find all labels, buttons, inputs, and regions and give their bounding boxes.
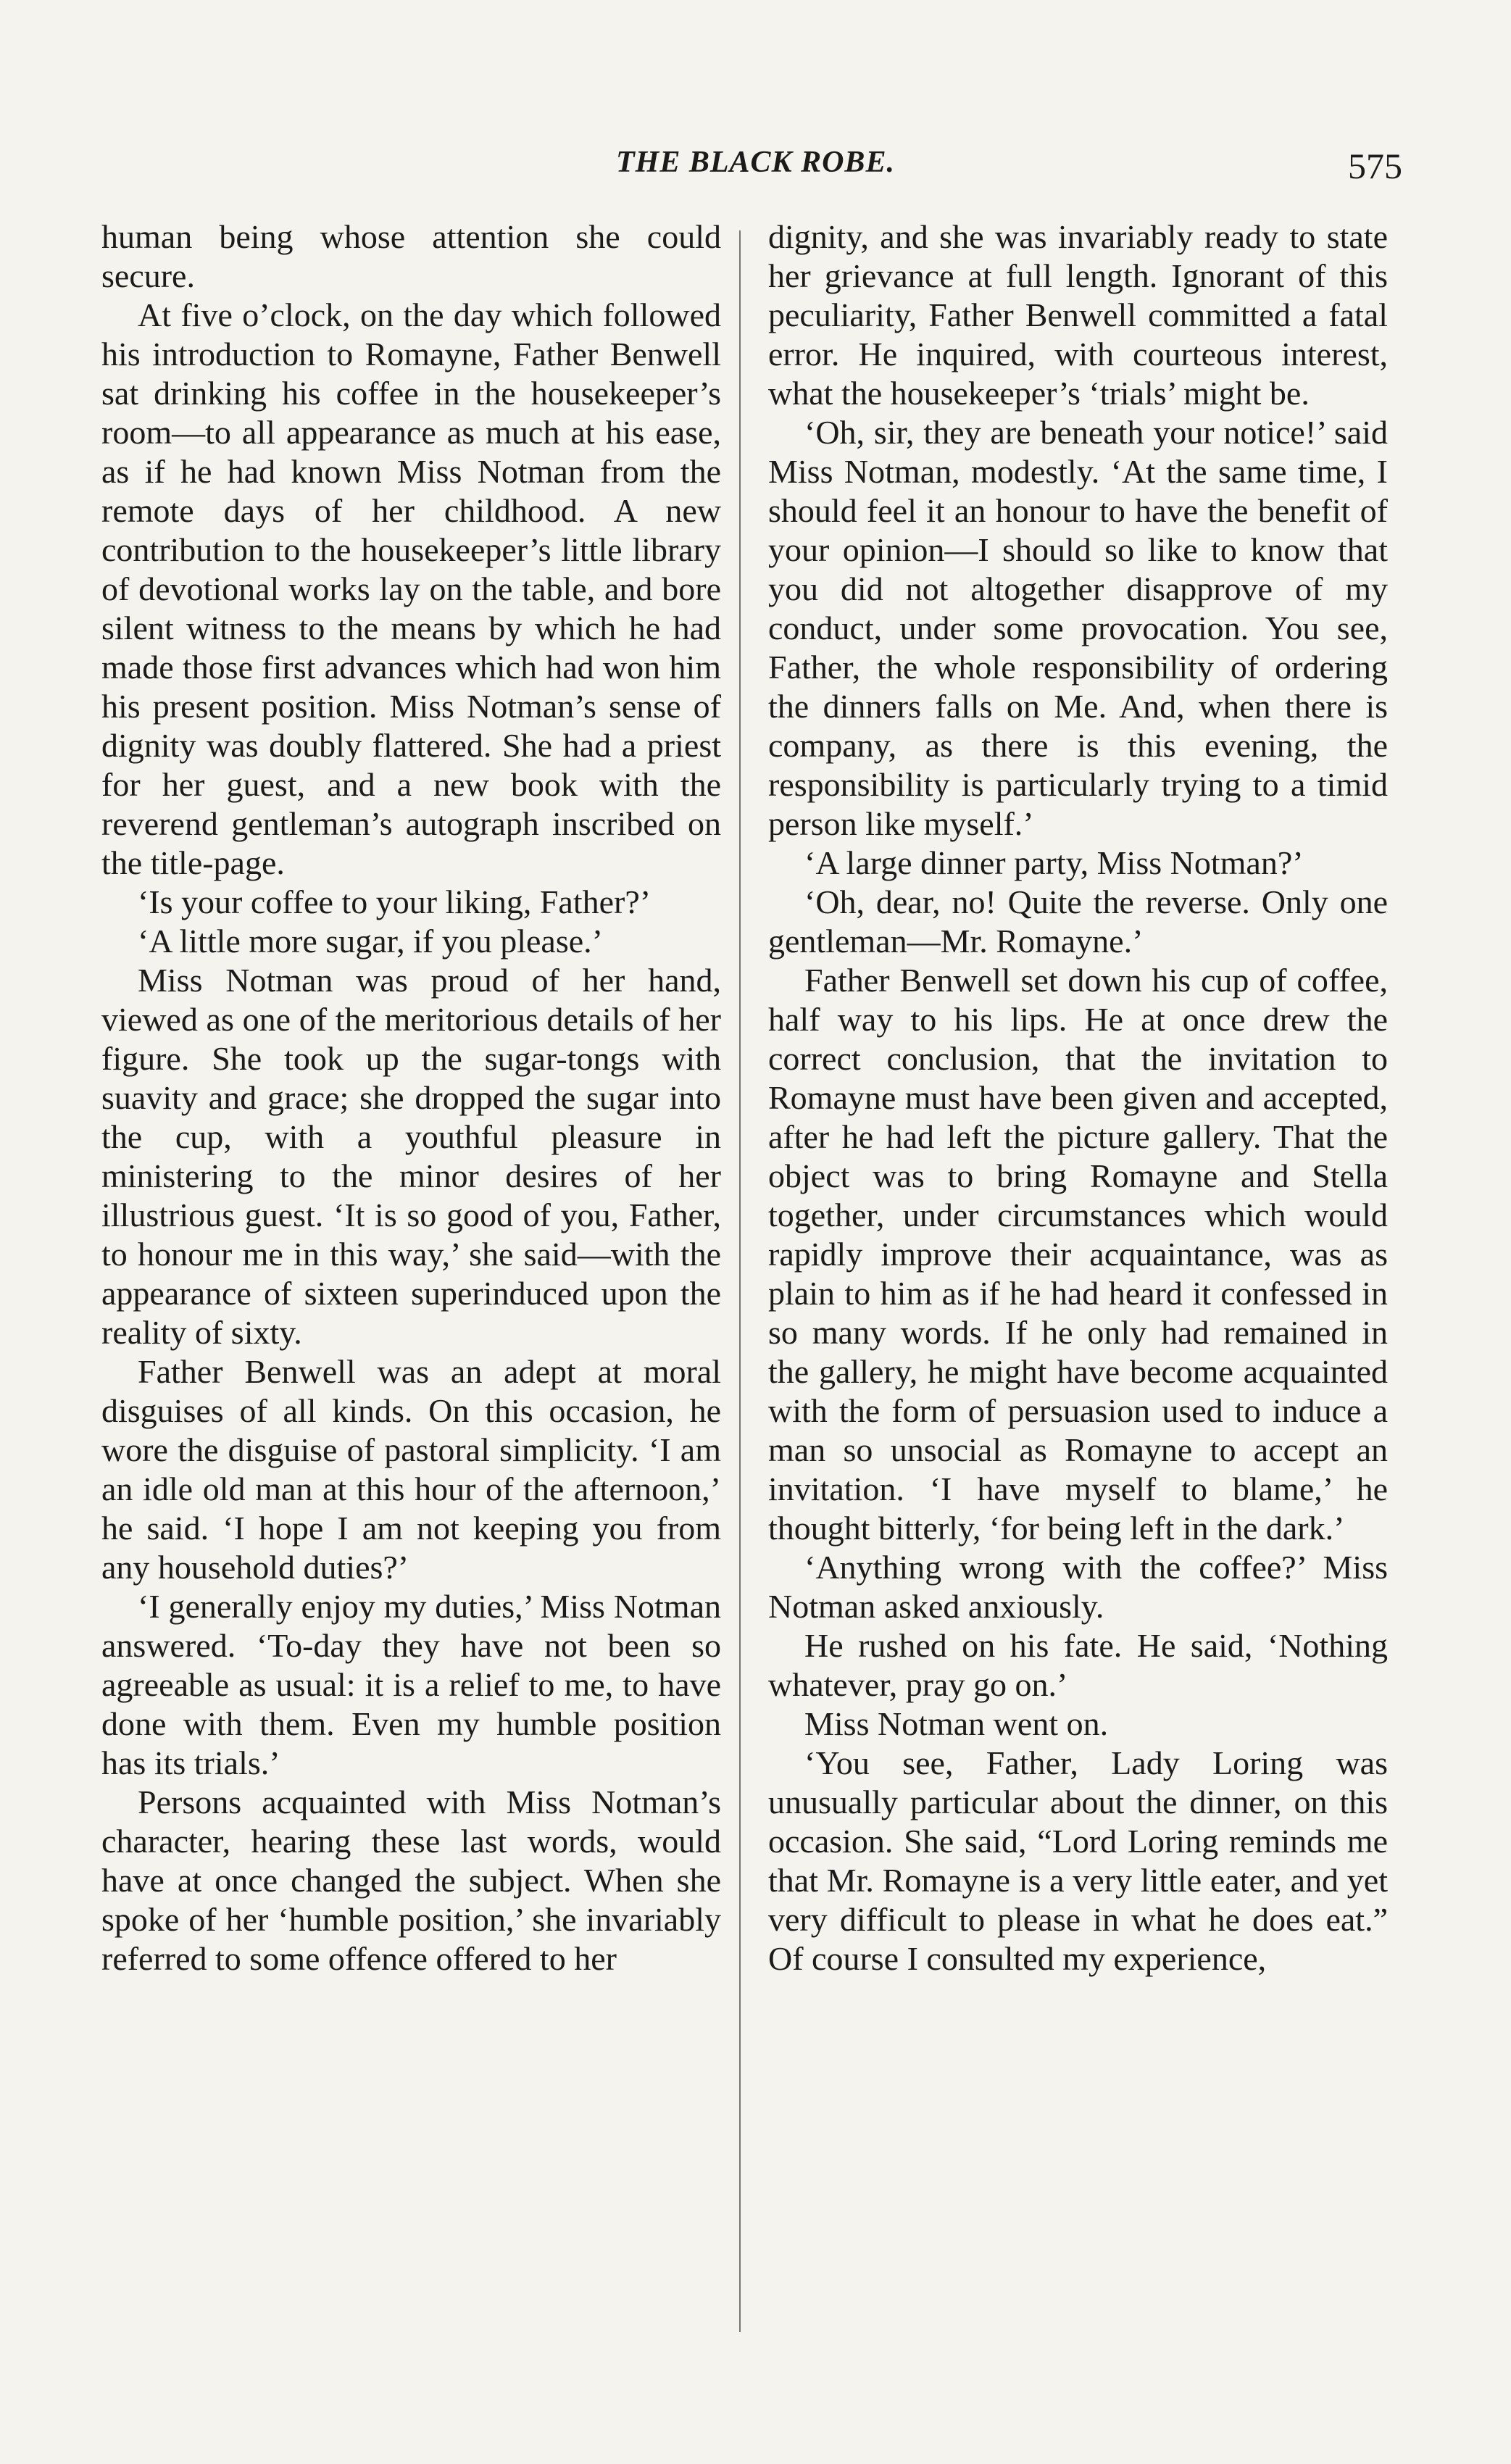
paragraph: Persons acquainted with Miss Notman’s character, hearing these last words, would have at once changed the subject. When she spoke of her ‘humble position,’ she invariably referred to some offence offered to her xyxy=(101,1784,721,1977)
page-header xyxy=(0,145,1511,188)
paragraph: ‘Oh, sir, they are beneath your notice!’ said Miss Notman, modestly. ‘At the same time, I should feel it an honour to have the benefit of your opinion—I should so like to know that you did not altogether disapprove of my conduct, under some provocation. You see, Father, the whole responsibility of ordering the dinners falls on Me. And, when there is company, as there is this evening, the responsibility is particularly trying to a timid person like myself.’ xyxy=(768,414,1388,842)
column-divider xyxy=(739,230,741,2332)
paragraph: At five o’clock, on the day which followed his introduction to Romayne, Father Benwell sat drinking his coffee in the housekeeper’s room—to all appearance as much at his ease, as if he had known Miss Notman from the remote days of her childhood. A new contribution to the housekeeper’s little library of devotional works lay on the table, and bore silent witness to the means by which he had made those first advances which had won him his present position. Miss Notman’s sense of dignity was doubly flattered. She had a priest for her guest, and a new book with the reverend gentleman’s autograph inscribed on the title-page. xyxy=(101,296,721,881)
paragraph: ‘I generally enjoy my duties,’ Miss Notman answered. ‘To-day they have not been so agreeable as usual: it is a relief to me, to have done with them. Even my humble position has its trials.’ xyxy=(101,1588,721,1781)
page-number: 575 xyxy=(1348,146,1402,186)
paragraph: ‘Anything wrong with the coffee?’ Miss Notman asked anxiously. xyxy=(768,1549,1388,1625)
paragraph: ‘A large dinner party, Miss Notman?’ xyxy=(804,844,1304,881)
paragraph: ‘You see, Father, Lady Loring was unusually particular about the dinner, on this occasion. She said, “Lord Loring reminds me that Mr. Romayne is a very little eater, and yet very difficult to please in what he does eat.” Of course I consulted my experience, xyxy=(768,1744,1388,1977)
paragraph: Miss Notman went on. xyxy=(804,1705,1109,1742)
paragraph: ‘Is your coffee to your liking, Father?’ xyxy=(138,883,652,920)
paragraph: human being whose attention she could secure. xyxy=(101,218,721,294)
paragraph: dignity, and she was invariably ready to state her grievance at full length. Ignorant of this peculiarity, Father Benwell committed a fatal error. He inquired, with courteous interest, what the housekeeper’s ‘trials’ might be. xyxy=(768,218,1388,412)
paragraph: Father Benwell was an adept at moral disguises of all kinds. On this occasion, he wore the disguise of pastoral simplicity. ‘I am an idle old man at this hour of the afternoon,’ he said. ‘I hope I am not keeping you from any household duties?’ xyxy=(101,1353,721,1586)
paragraph: He rushed on his fate. He said, ‘Nothing whatever, pray go on.’ xyxy=(768,1627,1388,1703)
paragraph: Miss Notman was proud of her hand, viewed as one of the meritorious details of her figure. She took up the sugar-tongs with suavity and grace; she dropped the sugar into the cup, with a youthful pleasure in ministering to the minor desires of her illustrious guest. ‘It is so good of you, Father, to honour me in this way,’ she said—with the appearance of sixteen superinduced upon the reality of sixty. xyxy=(101,962,721,1351)
left-column xyxy=(101,217,721,1978)
paragraph: ‘Oh, dear, no! Quite the reverse. Only one gentleman—Mr. Romayne.’ xyxy=(768,883,1388,960)
right-column xyxy=(768,217,1388,1978)
paragraph: ‘A little more sugar, if you please.’ xyxy=(138,923,603,960)
paragraph: Father Benwell set down his cup of coffee, half way to his lips. He at once drew the correct conclusion, that the invitation to Romayne must have been given and accepted, after he had left the picture gallery. That the object was to bring Romayne and Stella together, under circumstances which would rapidly improve their acquaintance, was as plain to him as if he had heard it confessed in so many words. If he only had remained in the gallery, he might have become acquainted with the form of persuasion used to induce a man so unsocial as Romayne to accept an invitation. ‘I have myself to blame,’ he thought bitterly, ‘for being left in the dark.’ xyxy=(768,962,1388,1547)
running-title: THE BLACK ROBE. xyxy=(616,146,895,179)
